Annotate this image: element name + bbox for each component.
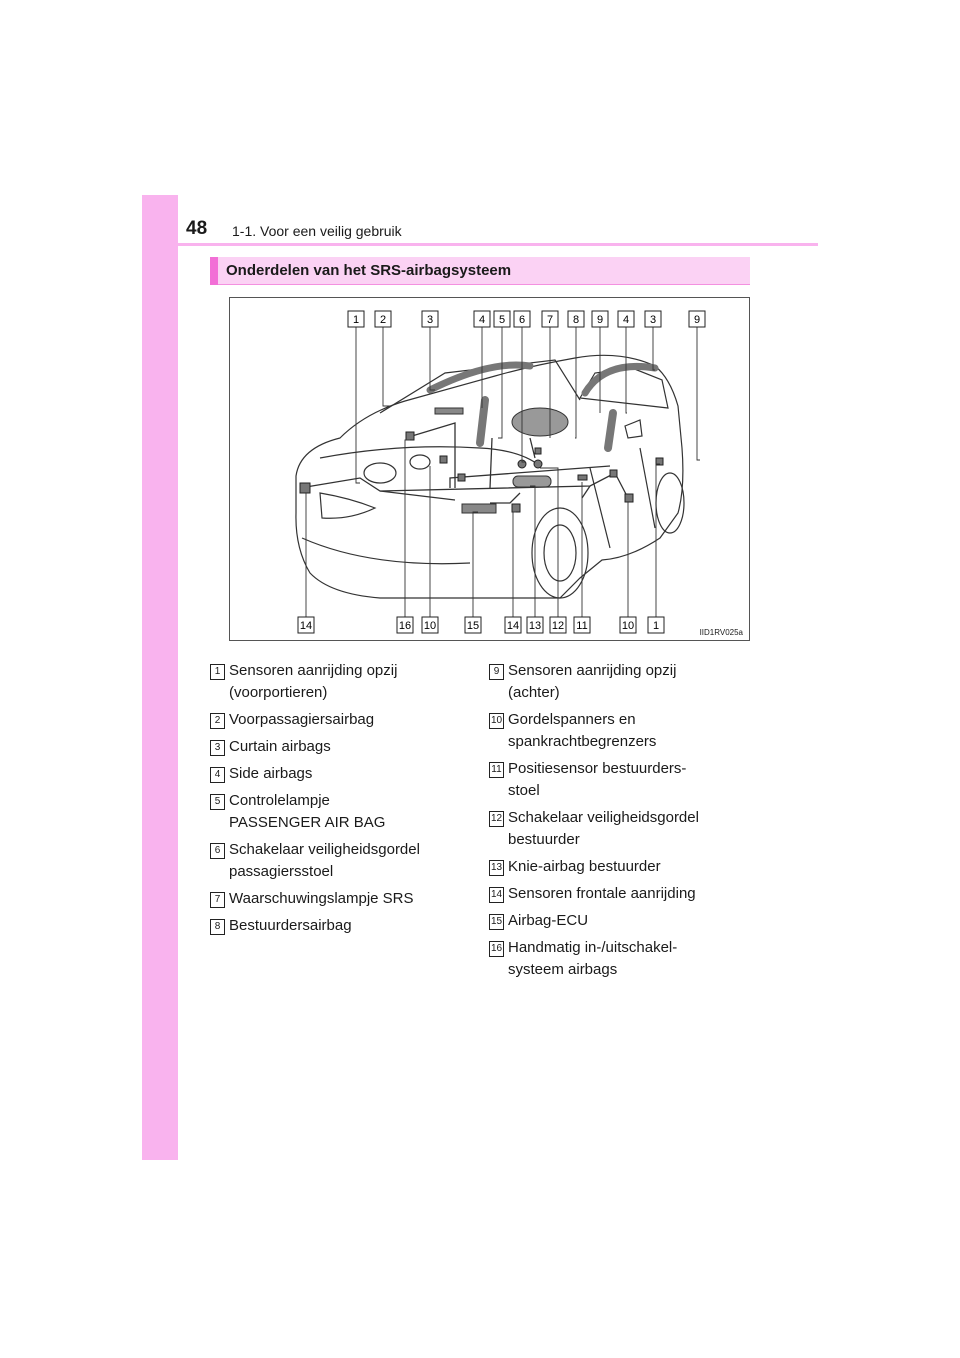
legend-text-line: Positiesensor bestuurders-	[508, 760, 687, 777]
legend-text-line: bestuurder	[508, 831, 580, 848]
legend-text-line: passagiersstoel	[229, 863, 334, 880]
callout-leader-line	[653, 327, 655, 370]
legend-item	[210, 736, 460, 758]
legend-item	[489, 937, 739, 981]
legend-number-badge: 16	[489, 941, 504, 957]
airbag-ecu	[462, 504, 496, 513]
side-airbag-right	[608, 413, 613, 448]
airbag-system-figure	[229, 297, 750, 641]
legend-number-badge: 10	[489, 713, 504, 729]
car-illustration	[230, 298, 749, 640]
legend-item	[489, 709, 739, 753]
driver-airbag	[512, 408, 568, 436]
legend-text-line: Sensoren frontale aanrijding	[508, 885, 696, 902]
legend-left	[210, 660, 460, 942]
callout-leader-line	[498, 327, 502, 438]
callout-number: 13	[528, 620, 542, 632]
callout-leader-line	[522, 327, 525, 462]
legend-item	[210, 790, 460, 834]
legend-number-badge: 15	[489, 914, 504, 930]
callout-number: 1	[652, 620, 660, 632]
legend-number-badge: 1	[210, 664, 225, 680]
callout-leader-line	[575, 327, 576, 438]
figure-code: IID1RV025a	[699, 628, 743, 637]
callout-number: 10	[621, 620, 635, 632]
legend-text-line: Gordelspanners en	[508, 711, 636, 728]
legend-item	[210, 915, 460, 937]
section-header	[210, 257, 750, 285]
callout-number: 6	[518, 314, 526, 326]
legend-text-line: spankrachtbegrenzers	[508, 733, 657, 750]
page-number: 48	[186, 218, 208, 239]
legend-number-badge: 9	[489, 664, 504, 680]
legend-number-badge: 4	[210, 767, 225, 783]
legend-text-line: Sensoren aanrijding opzij	[229, 662, 398, 679]
curtain-airbag-front	[430, 365, 530, 390]
legend-number-badge: 3	[210, 740, 225, 756]
chapter-title: 1-1. Voor een veilig gebruik	[232, 223, 402, 239]
section-title: Onderdelen van het SRS-airbagsysteem	[226, 262, 512, 279]
legend-text-line: stoel	[508, 782, 540, 799]
legend-item	[489, 883, 739, 905]
callout-leader-line	[473, 512, 478, 617]
legend-text-line: Sensoren aanrijding opzij	[508, 662, 677, 679]
callout-number: 9	[596, 314, 604, 326]
legend-number-badge: 8	[210, 919, 225, 935]
legend-item	[210, 839, 460, 883]
legend-number-badge: 7	[210, 892, 225, 908]
legend-right	[489, 660, 739, 986]
legend-item	[210, 660, 460, 704]
legend-number-badge: 12	[489, 811, 504, 827]
callout-leader-line	[697, 327, 700, 460]
legend-text-line: Schakelaar veiligheidsgordel	[229, 841, 420, 858]
callout-leader-line	[405, 440, 410, 617]
legend-text-line: Schakelaar veiligheidsgordel	[508, 809, 699, 826]
callout-number: 7	[546, 314, 554, 326]
callout-number: 10	[423, 620, 437, 632]
legend-item	[489, 660, 739, 704]
callout-number: 16	[398, 620, 412, 632]
callout-number: 1	[352, 314, 360, 326]
callout-leader-line	[383, 327, 390, 406]
legend-item	[210, 709, 460, 731]
callout-leader-line	[513, 512, 516, 617]
legend-text-line: PASSENGER AIR BAG	[229, 814, 386, 831]
legend-text-line: Bestuurdersairbag	[229, 917, 352, 934]
callout-leaders	[306, 327, 700, 617]
callout-number: 5	[498, 314, 506, 326]
passenger-airbag	[435, 408, 463, 414]
callout-number: 15	[466, 620, 480, 632]
callout-number: 8	[572, 314, 580, 326]
callout-number: 4	[622, 314, 630, 326]
legend-item	[489, 807, 739, 851]
section-accent-bar	[210, 257, 218, 285]
chapter-side-tab	[142, 195, 178, 1160]
legend-text-line: Voorpassagiersairbag	[229, 711, 375, 728]
legend-item	[489, 856, 739, 878]
legend-text-line: (achter)	[508, 684, 560, 701]
callout-leader-line	[356, 327, 360, 483]
legend-text-line: systeem airbags	[508, 961, 618, 978]
legend-text-line: Waarschuwingslampje SRS	[229, 890, 414, 907]
legend-item	[489, 910, 739, 932]
callout-number: 14	[299, 620, 313, 632]
bottom-callouts	[298, 617, 664, 633]
side-airbag-left	[480, 400, 485, 443]
callout-number: 3	[649, 314, 657, 326]
curtain-airbag-rear	[585, 366, 655, 393]
legend-number-badge: 2	[210, 713, 225, 729]
callout-number: 14	[506, 620, 520, 632]
callout-number: 9	[693, 314, 701, 326]
legend-text-line: Knie-airbag bestuurder	[508, 858, 661, 875]
legend-item	[210, 763, 460, 785]
callout-number: 3	[426, 314, 434, 326]
callout-number: 2	[379, 314, 387, 326]
legend-number-badge: 6	[210, 843, 225, 859]
legend-number-badge: 13	[489, 860, 504, 876]
callout-number: 12	[551, 620, 565, 632]
header-rule	[142, 243, 818, 246]
legend-number-badge: 11	[489, 762, 504, 778]
legend-number-badge: 5	[210, 794, 225, 810]
wiring-harness	[306, 423, 628, 503]
legend-text-line: Airbag-ECU	[508, 912, 589, 929]
legend-text-line: Curtain airbags	[229, 738, 331, 755]
knee-airbag	[513, 476, 551, 487]
legend-text-line: (voorportieren)	[229, 684, 328, 701]
callout-number: 4	[478, 314, 486, 326]
legend-number-badge: 14	[489, 887, 504, 903]
legend-text-line: Controlelampje	[229, 792, 330, 809]
legend-item	[489, 758, 739, 802]
legend-item	[210, 888, 460, 910]
legend-text-line: Side airbags	[229, 765, 313, 782]
callout-number: 11	[576, 620, 588, 632]
legend-text-line: Handmatig in-/uitschakel-	[508, 939, 678, 956]
top-callouts	[348, 311, 705, 327]
